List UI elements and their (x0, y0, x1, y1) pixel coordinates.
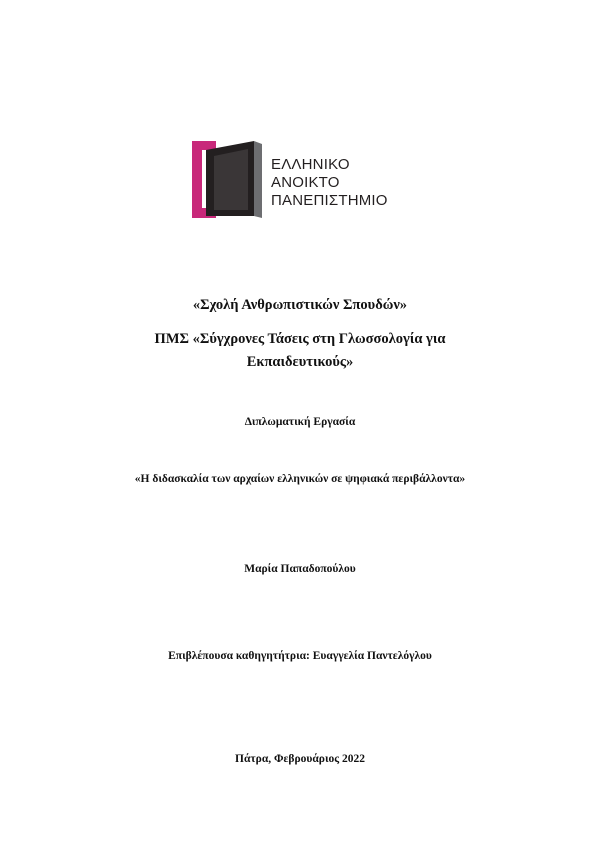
book-logo-icon (192, 138, 268, 222)
place-date: Πάτρα, Φεβρουάριος 2022 (235, 753, 365, 765)
logo-line-2: ΑΝΟΙΚΤΟ (271, 174, 340, 191)
thesis-title: «Η διδασκαλία των αρχαίων ελληνικών σε ψηφιακά περιβάλλοντα» (134, 473, 466, 485)
logo-wordmark (271, 156, 388, 210)
school-name: «Σχολή Ανθρωπιστικών Σπουδών» (192, 297, 408, 313)
program-line-2: Εκπαιδευτικούς» (246, 354, 354, 370)
supervisor: Επιβλέπουσα καθηγητήτρια: Ευαγγελία Παντελόγλου (168, 650, 432, 662)
program-line-1: ΠΜΣ «Σύγχρονες Τάσεις στη Γλωσσολογία για (154, 331, 446, 347)
logo-line-3: ΠΑΝΕΠΙΣΤΗΜΙΟ (271, 192, 388, 209)
thesis-type: Διπλωματική Εργασία (244, 416, 356, 428)
university-logo (192, 138, 402, 222)
author-name: Μαρία Παπαδοπούλου (244, 563, 356, 575)
program-name (60, 328, 540, 374)
logo-line-1: ΕΛΛΗΝΙΚΟ (271, 156, 350, 173)
